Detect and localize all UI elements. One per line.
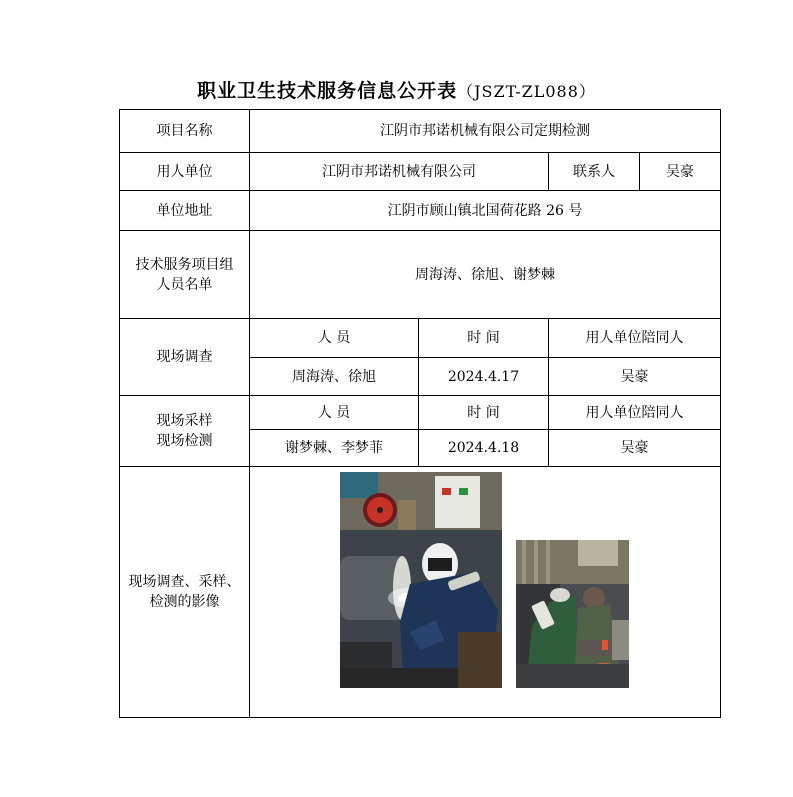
project-name-label: 项目名称 bbox=[120, 110, 250, 153]
sampling-col-time: 时 间 bbox=[419, 396, 549, 430]
sampling-label bbox=[120, 396, 250, 467]
images-label-line2: 检测的影像 bbox=[149, 594, 220, 610]
address-label: 单位地址 bbox=[120, 191, 250, 231]
team-value: 周海涛、徐旭、谢梦棘 bbox=[250, 231, 721, 319]
sampling-label-line1: 现场采样 bbox=[156, 413, 213, 429]
row-employer bbox=[120, 153, 721, 191]
survey-label: 现场调查 bbox=[120, 319, 250, 396]
page-title bbox=[0, 76, 793, 103]
contact-value: 吴豪 bbox=[640, 153, 721, 191]
images-label bbox=[120, 467, 250, 718]
sampling-label-line2: 现场检测 bbox=[156, 433, 213, 449]
sampling-col-escort: 用人单位陪同人 bbox=[549, 396, 721, 430]
images-label-line1: 现场调查、采样、 bbox=[128, 574, 241, 590]
row-address bbox=[120, 191, 721, 231]
survey-col-escort: 用人单位陪同人 bbox=[549, 319, 721, 358]
sampling-photo bbox=[516, 540, 629, 688]
sampling-time: 2024.4.18 bbox=[419, 430, 549, 467]
survey-col-time: 时 间 bbox=[419, 319, 549, 358]
project-name-value: 江阴市邦诺机械有限公司定期检测 bbox=[250, 110, 721, 153]
row-survey-header bbox=[120, 319, 721, 358]
survey-escort: 吴豪 bbox=[549, 358, 721, 396]
welding-photo bbox=[340, 472, 502, 688]
survey-people: 周海涛、徐旭 bbox=[250, 358, 419, 396]
address-value: 江阴市顾山镇北国荷花路 26 号 bbox=[250, 191, 721, 231]
employer-value: 江阴市邦诺机械有限公司 bbox=[250, 153, 549, 191]
survey-time: 2024.4.17 bbox=[419, 358, 549, 396]
info-table bbox=[119, 109, 721, 718]
team-label-line1: 技术服务项目组 bbox=[135, 256, 234, 273]
employer-label: 用人单位 bbox=[120, 153, 250, 191]
team-label-line2: 人员名单 bbox=[156, 276, 213, 293]
survey-col-people: 人 员 bbox=[250, 319, 419, 358]
title-main: 职业卫生技术服务信息公开表 bbox=[197, 80, 458, 102]
contact-label: 联系人 bbox=[549, 153, 640, 191]
sampling-col-people: 人 员 bbox=[250, 396, 419, 430]
title-code: （JSZT-ZL088） bbox=[457, 82, 596, 101]
row-images bbox=[120, 467, 721, 718]
team-label bbox=[120, 231, 250, 319]
row-project-name bbox=[120, 110, 721, 153]
row-team bbox=[120, 231, 721, 319]
sampling-escort: 吴豪 bbox=[549, 430, 721, 467]
sampling-people: 谢梦棘、李梦菲 bbox=[250, 430, 419, 467]
images-cell bbox=[250, 467, 721, 718]
row-sampling-header bbox=[120, 396, 721, 430]
